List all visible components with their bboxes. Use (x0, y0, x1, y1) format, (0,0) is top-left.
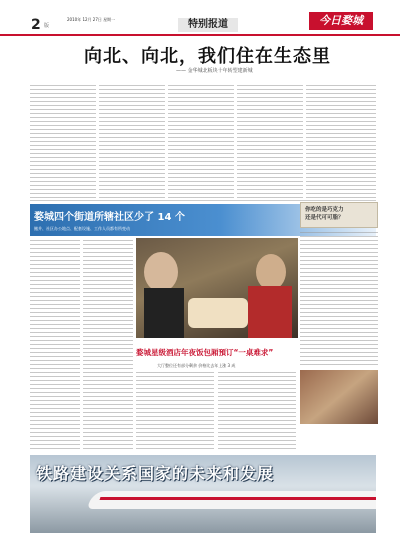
community-column-2 (83, 240, 133, 450)
train-banner (30, 455, 376, 533)
community-subheadline: 撤并、社区办公地点、配套设施、工作人员都有所变动 (34, 226, 130, 231)
dateline: 2010年 12月 27日 星期一 (67, 17, 116, 22)
lead-subheadline: —— 金华城北板块十年转型建新城 (176, 68, 253, 74)
community-headline: 婺城四个街道所辖社区少了 14 个 (34, 212, 185, 223)
community-column-1 (30, 240, 80, 450)
sidebar-headline-line1: 你吃的是巧克力 (305, 207, 344, 213)
train-stripe (100, 497, 376, 500)
sidebar-box (300, 202, 378, 228)
person-body (248, 286, 292, 338)
sidebar-photo (300, 370, 378, 424)
sidebar-column (300, 232, 378, 366)
page-header (0, 0, 400, 36)
sidebar-headline-line2: 还是代可可脂？ (305, 215, 344, 221)
person-head (144, 252, 178, 292)
market-photo (136, 238, 298, 338)
banner-headline: 铁路建设关系国家的未来和发展 (36, 464, 275, 483)
divider (30, 200, 376, 201)
food-stall (188, 298, 248, 328)
person-head (256, 254, 286, 290)
person-body (144, 288, 184, 338)
page-label: 版 (44, 23, 50, 29)
feature-subheadline: 大厅整位还有部分剩余 价格比去年上涨 3 成 (157, 363, 236, 368)
masthead-logo: 今日婺城 (309, 12, 373, 30)
sidebar-headline (305, 206, 344, 222)
lead-column-2 (99, 85, 165, 199)
feature-headline: 婺城星级酒店年夜饭包厢預订“一桌难求” (136, 348, 274, 357)
feature-column-1 (136, 372, 214, 450)
lead-headline: 向北、向北，我们住在生态里 (84, 46, 331, 67)
section-tag: 特别报道 (178, 18, 238, 32)
page-number: 2 (31, 17, 41, 33)
feature-column-2 (218, 372, 296, 450)
lead-column-3 (168, 85, 234, 199)
lead-column-1 (30, 85, 96, 199)
lead-column-5 (306, 85, 376, 199)
train-body (87, 491, 376, 509)
lead-column-4 (237, 85, 303, 199)
